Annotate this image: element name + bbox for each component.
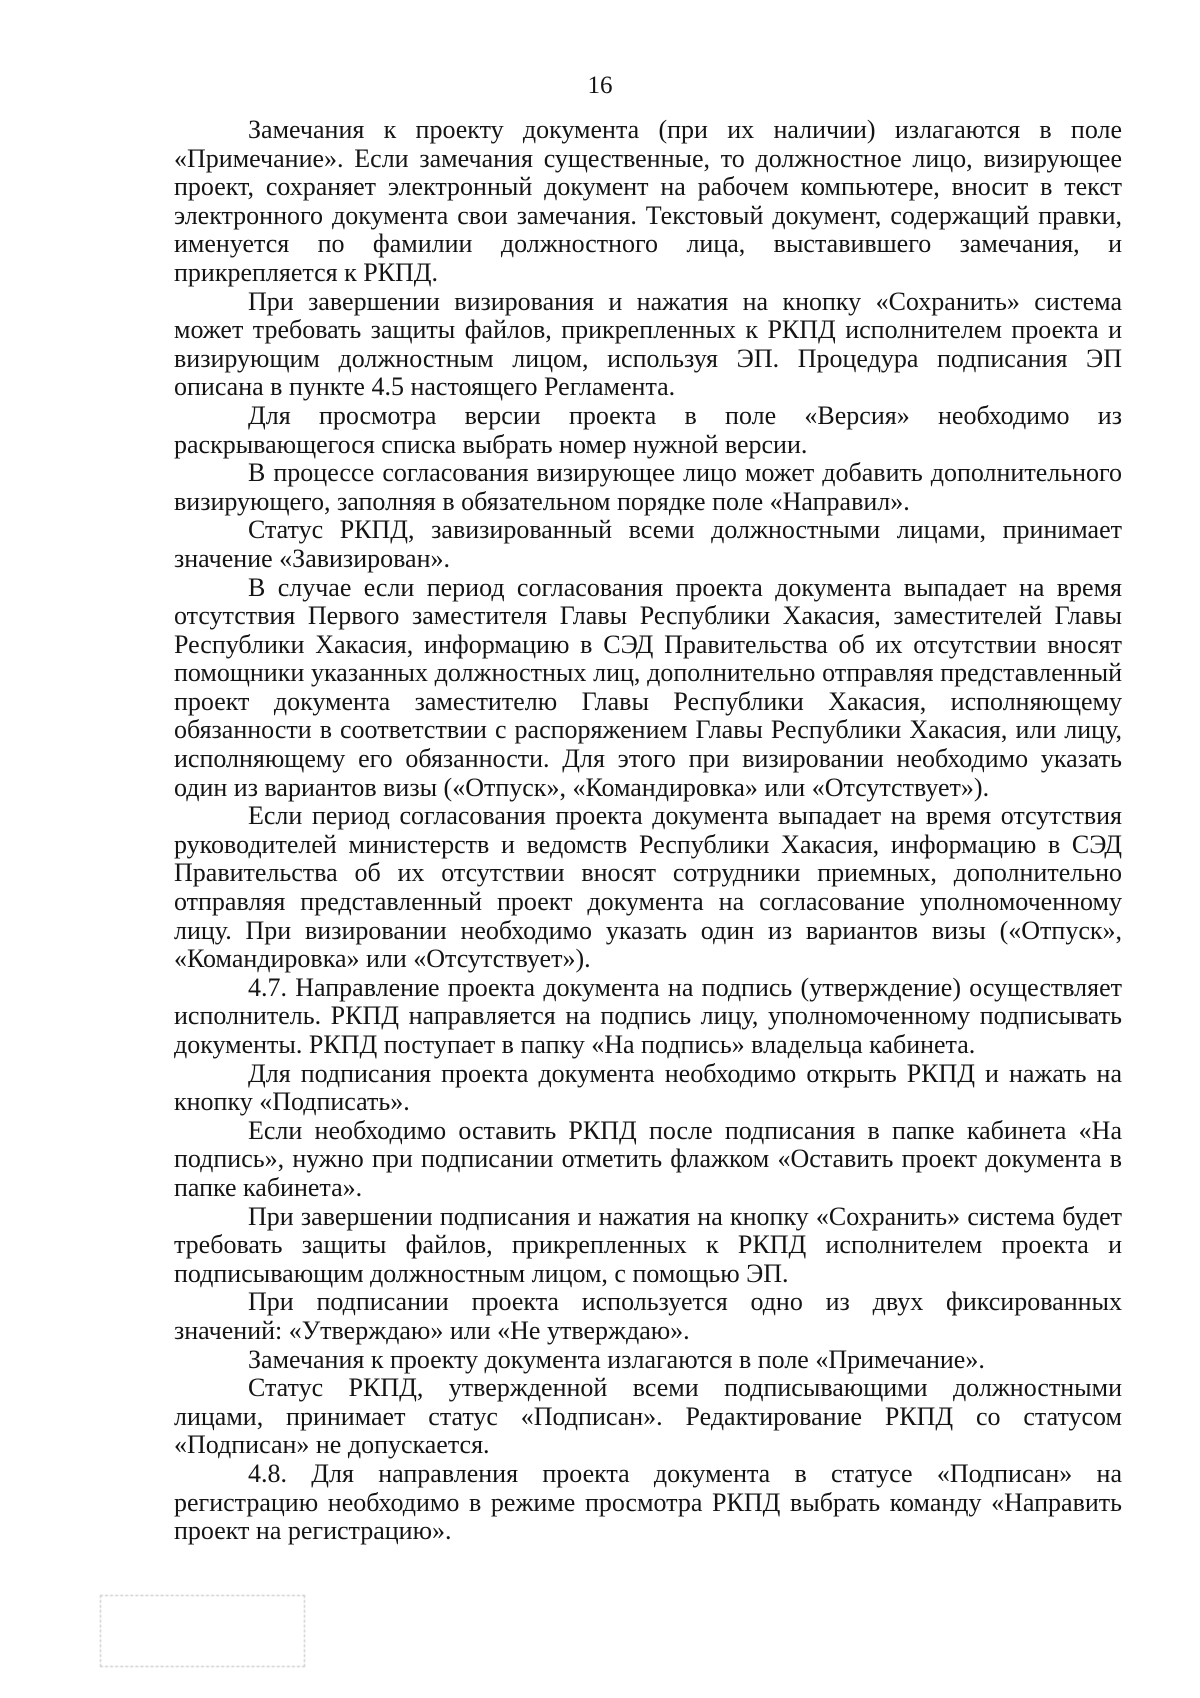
paragraph: В процессе согласования визирующее лицо может добавить дополнительного визирующего, заполняя в обязательном порядке поле «Направил». [174,458,1122,516]
document-body [174,116,1122,1546]
paragraph: При завершении визирования и нажатия на кнопку «Сохранить» система может требовать защиты файлов, прикрепленных к РКПД исполнителем проекта и визирующим должностным лицом, используя ЭП. Процедура подписания ЭП описана в пункте 4.5 настоящего Регламента. [174,286,1122,402]
paragraph: Замечания к проекту документа (при их наличии) излагаются в поле «Примечание». Если замечания существенные, то должностное лицо, визирующее проект, сохраняет электронный документ на рабочем компьютере, вносит в текст электронного документа свои замечания. Текстовый документ, содержащий правки, именуется по фамилии должностного лица, выставившего замечания, и прикрепляется к РКПД. [174,115,1122,287]
paragraph: 4.8. Для направления проекта документа в статусе «Подписан» на регистрацию необходимо в режиме просмотра РКПД выбрать команду «Направить проект на регистрацию». [174,1458,1122,1546]
paragraph: При завершении подписания и нажатия на кнопку «Сохранить» система будет требовать защиты файлов, прикрепленных к РКПД исполнителем проекта и подписывающим должностным лицом, с помощью ЭП. [174,1201,1122,1288]
faded-stamp [100,1595,305,1667]
paragraph: Если период согласования проекта документа выпадает на время отсутствия руководителей министерств и ведомств Республики Хакасия, информацию в СЭД Правительства об их отсутствии вносят сотрудники приемных, дополнительно отправляя представленный проект документа на согласование уполномоченному лицу. При визировании необходимо указать один из вариантов визы («Отпуск», «Командировка» или «Отсутствует»). [174,801,1122,974]
paragraph: 4.7. Направление проекта документа на подпись (утверждение) осуществляет исполнитель. РКПД направляется на подпись лицу, уполномоченному подписывать документы. РКПД поступает в папку «На подпись» владельца кабинета. [174,972,1122,1059]
paragraph: Если необходимо оставить РКПД после подписания в папке кабинета «На подпись», нужно при подписании отметить флажком «Оставить проект документа в папке кабинета». [174,1115,1122,1202]
paragraph: Для подписания проекта документа необходимо открыть РКПД и нажать на кнопку «Подписать». [174,1058,1122,1117]
paragraph: Для просмотра версии проекта в поле «Версия» необходимо из раскрывающегося списка выбрать номер нужной версии. [174,400,1122,459]
page-number: 16 [587,72,613,99]
paragraph: Статус РКПД, утвержденной всеми подписывающими должностными лицами, принимает статус «Подписан». Редактирование РКПД со статусом «Подписан» не допускается. [174,1373,1122,1460]
paragraph: В случае если период согласования проекта документа выпадает на время отсутствия Первого заместителя Главы Республики Хакасия, заместителей Главы Республики Хакасия, информацию в СЭД Правительства об их отсутствии вносят помощники указанных должностных лиц, дополнительно отправляя представленный проект документа заместителю Главы Республики Хакасия, исполняющему обязанности в соответствии с распоряжением Главы Республики Хакасия, или лицу, исполняющему его обязанности. Для этого при визировании необходимо указать один из вариантов визы («Отпуск», «Командировка» или «Отсутствует»). [174,572,1122,802]
paragraph: Замечания к проекту документа излагаются в поле «Примечание». [248,1344,985,1374]
paragraph: Статус РКПД, завизированный всеми должностными лицами, принимает значение «Завизирован». [174,515,1122,573]
paragraph: При подписании проекта используется одно из двух фиксированных значений: «Утверждаю» или «Не утверждаю». [174,1287,1122,1345]
